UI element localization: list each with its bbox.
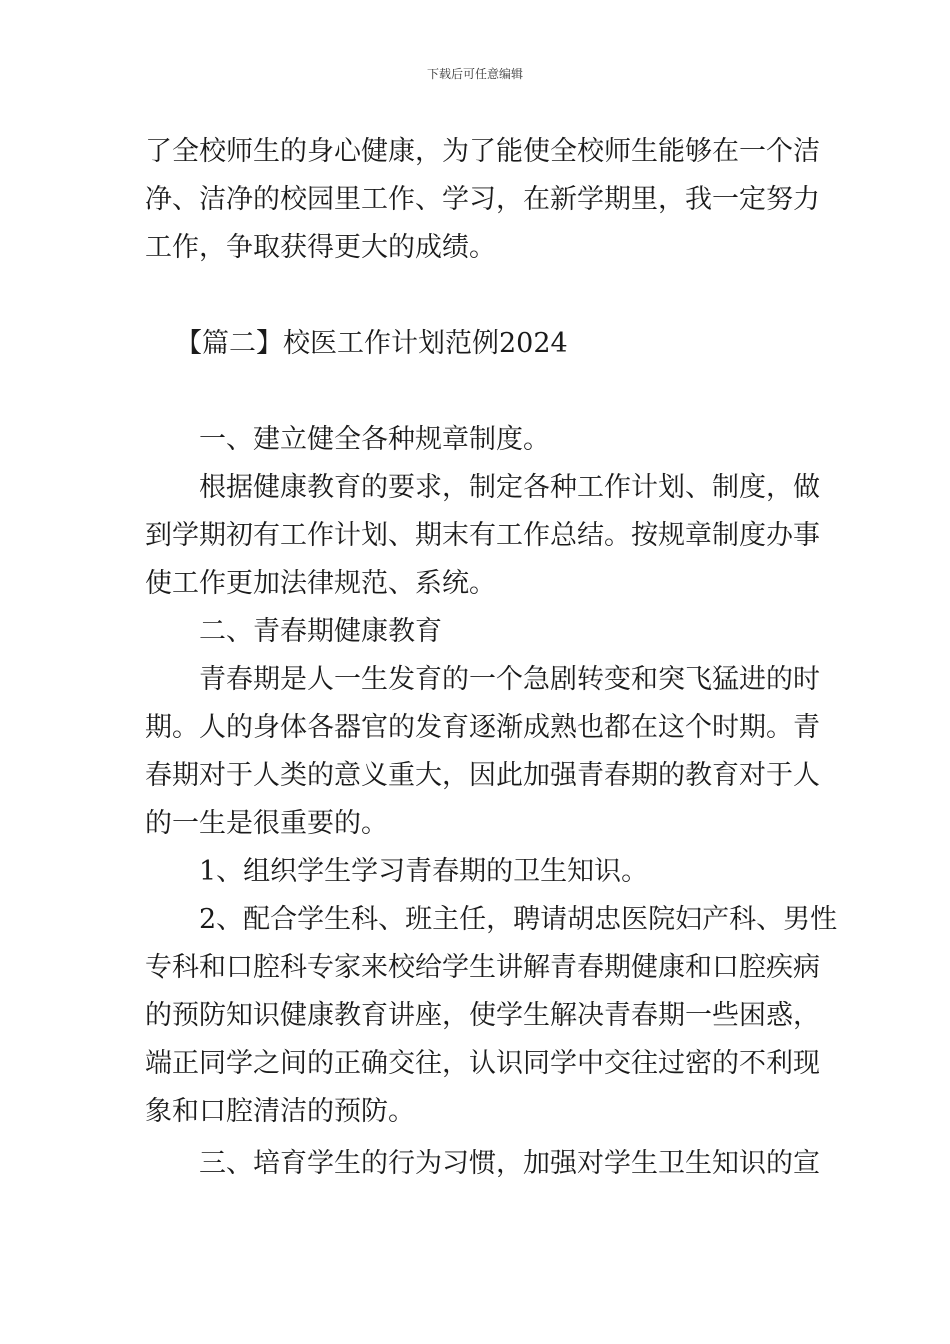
paragraph-line: 象和口腔清洁的预防。: [145, 1096, 415, 1127]
item-heading: 三、培育学生的行为习惯，加强对学生卫生知识的宣: [199, 1148, 820, 1179]
paragraph-line: 了全校师生的身心健康，为了能使全校师生能够在一个洁: [145, 136, 820, 167]
item-heading: 一、建立健全各种规章制度。: [199, 424, 550, 455]
paragraph-line: 春期对于人类的意义重大，因此加强青春期的教育对于人: [145, 760, 820, 791]
paragraph-line: 期。人的身体各器官的发育逐渐成熟也都在这个时期。青: [145, 712, 820, 743]
paragraph-line: 的一生是很重要的。: [145, 808, 388, 839]
paragraph-line: 青春期是人一生发育的一个急剧转变和突飞猛进的时: [199, 664, 820, 695]
paragraph-line: 端正同学之间的正确交往，认识同学中交往过密的不利现: [145, 1048, 820, 1079]
section-title: 【篇二】校医工作计划范例2024: [175, 328, 568, 359]
paragraph-line: 根据健康教育的要求，制定各种工作计划、制度，做: [199, 472, 820, 503]
paragraph-line: 专科和口腔科专家来校给学生讲解青春期健康和口腔疾病: [145, 952, 820, 983]
document-body: [145, 128, 838, 1188]
paragraph-line: 2、配合学生科、班主任，聘请胡忠医院妇产科、男性: [199, 904, 838, 935]
paragraph-line: 净、洁净的校园里工作、学习，在新学期里，我一定努力: [145, 184, 820, 215]
paragraph-line: 工作，争取获得更大的成绩。: [145, 232, 496, 263]
paragraph-line: 使工作更加法律规范、系统。: [145, 568, 496, 599]
item-heading: 二、青春期健康教育: [199, 616, 442, 647]
paragraph-line: 的预防知识健康教育讲座，使学生解决青春期一些困惑，: [145, 1000, 820, 1031]
page-header-note: 下载后可任意编辑: [426, 67, 523, 81]
sub-item: 1、组织学生学习青春期的卫生知识。: [199, 856, 649, 887]
paragraph-line: 到学期初有工作计划、期末有工作总结。按规章制度办事: [145, 520, 820, 551]
